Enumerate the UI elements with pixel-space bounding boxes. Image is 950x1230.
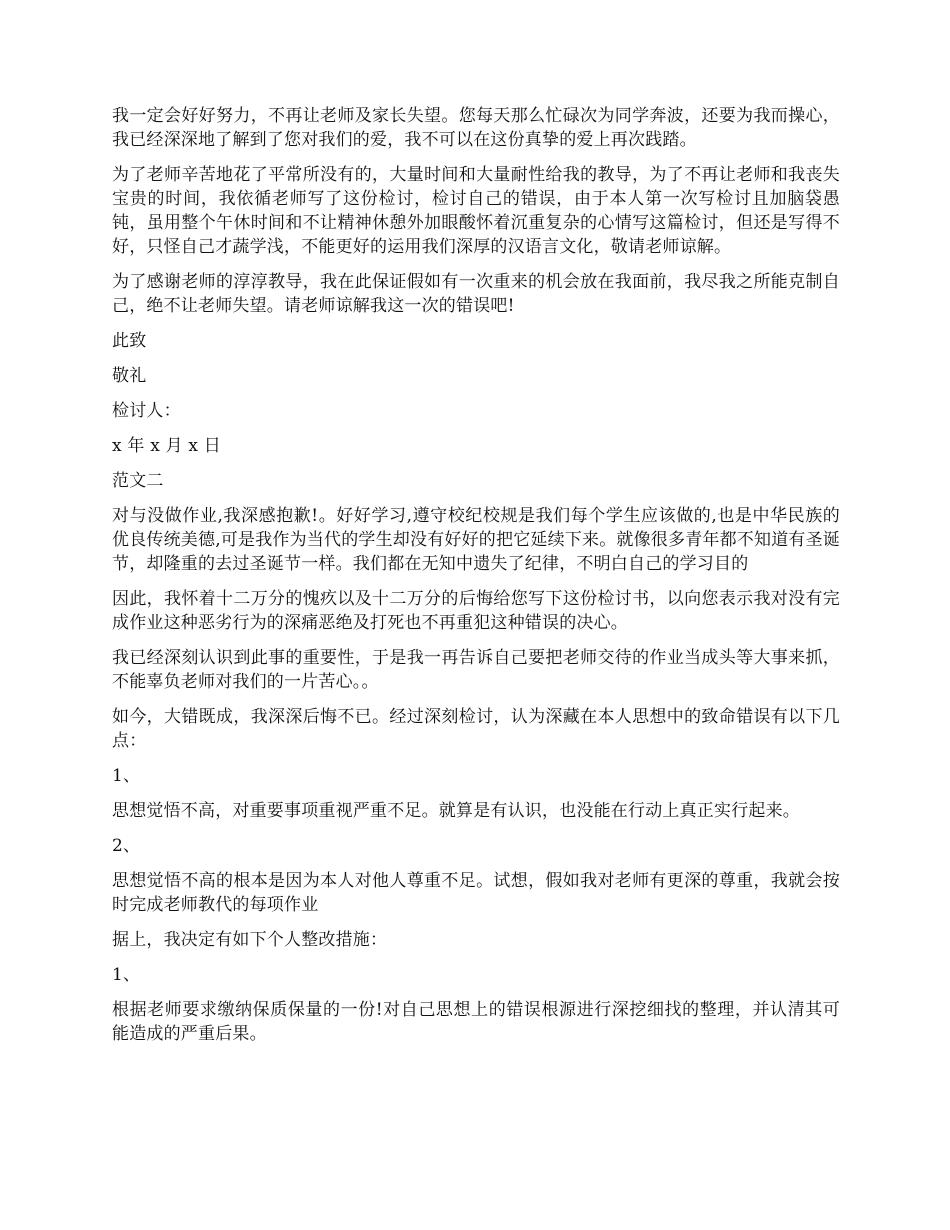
paragraph-2: 为了老师辛苦地花了平常所没有的，大量时间和大量耐性给我的教导，为了不再让老师和我丧失宝贵的时间，我依循老师写了这份检讨，检讨自己的错误，由于本人第一次写检讨且加脑袋愚钝，虽用整个午休时间和不让精神休憩外加眼酸怀着沉重复杂的心情写这篇检讨，但还是写得不好，只怪自己才蔬学浅，不能更好的运用我们深厚的汉语言文化，敬请老师谅解。	[112, 165, 840, 257]
list-item-2: 思想觉悟不高的根本是因为本人对他人尊重不足。试想，假如我对老师有更深的尊重，我就会按时完成老师教代的每项作业	[112, 871, 840, 915]
salutation-jingli: 敬礼	[112, 366, 147, 386]
paragraph-4: 对与没做作业,我深感抱歉!。好好学习,遵守校纪校规是我们每个学生应该做的,也是中华民族的优良传统美德,可是我作为当代的学生却没有好好的把它延续下来。就像很多青年都不知道有圣诞节，却隆重的去过圣诞节一样。我们都在无知中遗失了纪律，不明白自己的学习目的	[112, 506, 841, 574]
signature-label: 检讨人：	[112, 401, 181, 421]
list-number-2: 2、	[112, 836, 141, 856]
paragraph-6: 我已经深刻认识到此事的重要性，于是我一再告诉自己要把老师交待的作业当成头等大事来抓，不能辜负老师对我们的一片苦心。。	[112, 648, 840, 692]
paragraph-8: 据上，我决定有如下个人整改措施：	[112, 930, 388, 950]
section-heading: 范文二	[112, 471, 164, 491]
list-item-1: 思想觉悟不高，对重要事项重视严重不足。就算是有认识，也没能在行动上真正实行起来。	[112, 801, 800, 821]
paragraph-1: 我一定会好好努力，不再让老师及家长失望。您每天那么忙碌次为同学奔波，还要为我而操心，我已经深深地了解到了您对我们的爱，我不可以在这份真挚的爱上再次践踏。	[112, 106, 840, 150]
measure-item-1: 根据老师要求缴纳保质保量的一份!对自己思想上的错误根源进行深挖细找的整理，并认清其可能造成的严重后果。	[112, 1000, 840, 1044]
document-body	[112, 104, 840, 1057]
salutation-cizhi: 此致	[112, 331, 147, 351]
date-line: x 年 x 月 x 日	[112, 436, 221, 456]
list-number-1: 1、	[112, 766, 141, 786]
paragraph-7: 如今，大错既成，我深深后悔不已。经过深刻检讨，认为深藏在本人思想中的致命错误有以下几点：	[112, 707, 840, 751]
paragraph-5: 因此，我怀着十二万分的愧疚以及十二万分的后悔给您写下这份检讨书，以向您表示我对没有完成作业这种恶劣行为的深痛恶绝及打死也不再重犯这种错误的决心。	[112, 589, 840, 633]
paragraph-3: 为了感谢老师的淳淳教导，我在此保证假如有一次重来的机会放在我面前，我尽我之所能克制自己，绝不让老师失望。请老师谅解我这一次的错误吧!	[112, 272, 840, 316]
measure-number-1: 1、	[112, 965, 141, 985]
